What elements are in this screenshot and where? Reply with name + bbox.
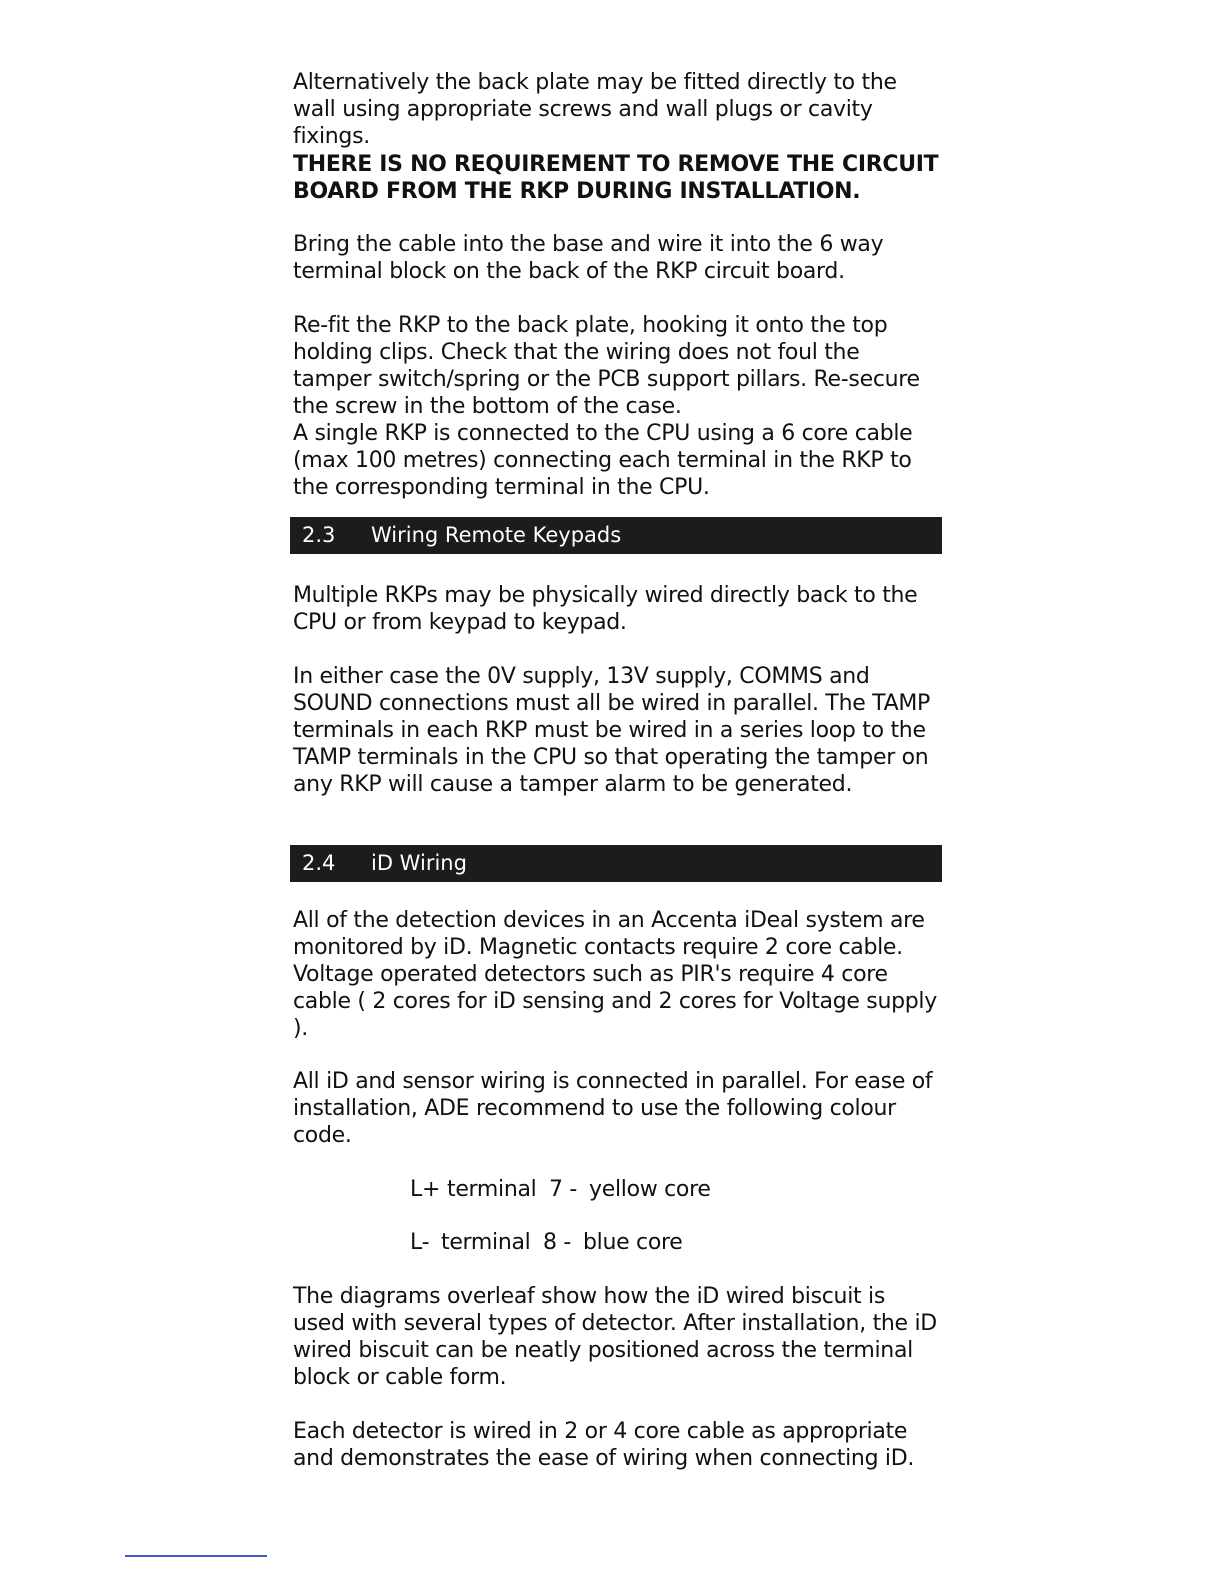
section-heading-2-3 — [290, 517, 942, 554]
intro-paragraph-2: Bring the cable into the base and wire it into the 6 way terminal block on the back of the RKP circuit board. — [293, 232, 884, 284]
id-wiring-paragraph-1: All of the detection devices in an Accenta iDeal system are monitored by iD. Magnetic contacts require 2 core cable. Voltage operated detectors such as PIR's require 4 core cable ( 2 cores for iD sensing and 2 cores for Voltage supply ). — [293, 908, 937, 1041]
installation-warning: THERE IS NO REQUIREMENT TO REMOVE THE CIRCUIT BOARD FROM THE RKP DURING INSTALLATION. — [293, 152, 939, 204]
core-colour: blue core — [583, 1230, 683, 1255]
intro-paragraph-3: Re-fit the RKP to the back plate, hooking it onto the top holding clips. Check that the wiring does not foul the tamper switch/spring or the PCB support pillars. Re-secure the screw in the bottom of the case. — [293, 313, 920, 419]
core-colour: yellow core — [589, 1177, 711, 1202]
terminal-polarity: L+ — [410, 1177, 441, 1202]
section-title: Wiring Remote Keypads — [371, 523, 622, 547]
colour-code-row — [410, 1176, 810, 1203]
section-number: 2.3 — [302, 523, 336, 547]
id-wiring-paragraph-4: Each detector is wired in 2 or 4 core cable as appropriate and demonstrates the ease of wiring when connecting iD. — [293, 1419, 915, 1471]
keypads-paragraph-1: Multiple RKPs may be physically wired directly back to the CPU or from keypad to keypad. — [293, 583, 918, 635]
section-number: 2.4 — [302, 851, 336, 875]
terminal-polarity: L- — [410, 1230, 430, 1255]
id-wiring-paragraph-2: All iD and sensor wiring is connected in parallel. For ease of installation, ADE recommend to use the following colour code. — [293, 1069, 933, 1148]
section-heading-2-4 — [290, 845, 942, 882]
footer-rule — [125, 1555, 267, 1557]
id-wiring-paragraph-3: The diagrams overleaf show how the iD wired biscuit is used with several types of detector. After installation, the iD wired biscuit can be neatly positioned across the terminal block or cable form. — [293, 1284, 937, 1390]
colour-code-row — [410, 1229, 810, 1256]
intro-paragraph-4: A single RKP is connected to the CPU using a 6 core cable (max 100 metres) connecting each terminal in the RKP to the corresponding terminal in the CPU. — [293, 421, 913, 500]
terminal-label: terminal — [447, 1177, 537, 1202]
section-title: iD Wiring — [371, 851, 467, 875]
terminal-label: terminal — [441, 1230, 531, 1255]
keypads-paragraph-2: In either case the 0V supply, 13V supply, COMMS and SOUND connections must all be wired in parallel. The TAMP terminals in each RKP must be wired in a series loop to the TAMP terminals in the CPU so that operating the tamper on any RKP will cause a tamper alarm to be generated. — [293, 664, 930, 797]
intro-paragraph-1: Alternatively the back plate may be fitted directly to the wall using appropriate screws and wall plugs or cavity fixings. — [293, 70, 897, 149]
terminal-number: 8 - — [543, 1230, 572, 1255]
terminal-number: 7 - — [549, 1177, 578, 1202]
